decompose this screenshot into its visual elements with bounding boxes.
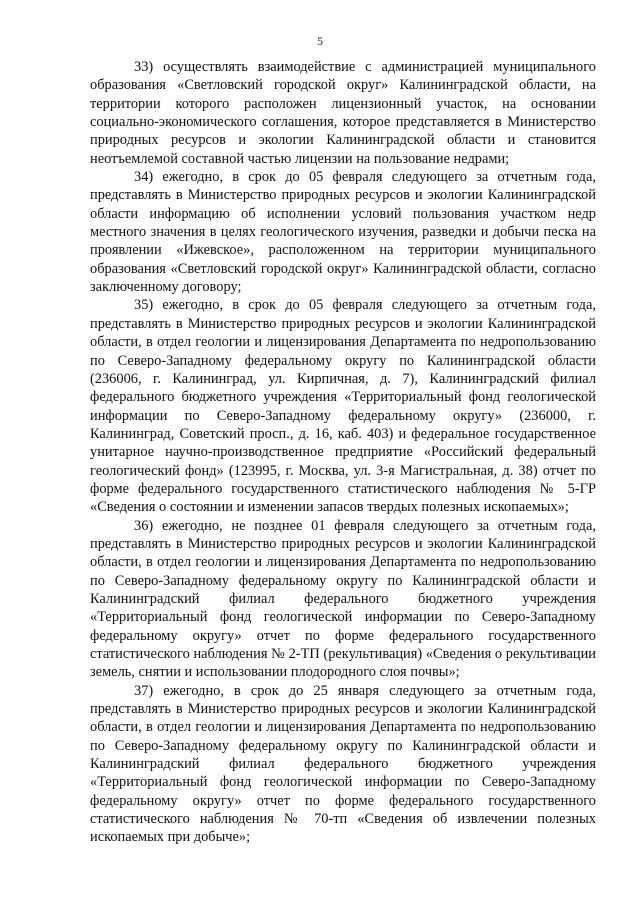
paragraph-34: 34) ежегодно, в срок до 05 февраля следующего за отчетным года, представлять в Министерство природных ресурсов и экологии Калининградской области информацию об исполнении условий пользования участком недр местного значения в целях геологического изучения, разведки и добычи песка на проявлении «Ижевское», расположенном на территории муниципального образования «Светловский городской округ» Калининградской области, согласно заключенному договору; xyxy=(90,169,596,296)
document-body xyxy=(90,58,596,847)
page-number: 5 xyxy=(317,34,323,48)
paragraph-36: 36) ежегодно, не позднее 01 февраля следующего за отчетным года, представлять в Министерство природных ресурсов и экологии Калининградской области, в отдел геологии и лицензирования Департамента по недропользованию по Северо-Западному федеральному округу по Калининградской области и Калининградский филиал федерального бюджетного учреждения «Территориальный фонд геологической информации по Северо-Западному федеральному округу» отчет по форме федерального государственного статистического наблюдения № 2-ТП (рекультивация) «Сведения о рекультивации земель, снятии и использовании плодородного слоя почвы»; xyxy=(90,517,596,681)
paragraph-35: 35) ежегодно, в срок до 05 февраля следующего за отчетным года, представлять в Министерство природных ресурсов и экологии Калининградской области, в отдел геологии и лицензирования Департамента по недропользованию по Северо-Западному федеральному округу по Калининградской области (236006, г. Калининград, ул. Кирпичная, д. 7), Калининградский филиал федерального бюджетного учреждения «Территориальный фонд геологической информации по Северо-Западному федеральному округу» (236000, г. Калининград, Советский просп., д. 16, каб. 403) и федеральное государственное унитарное научно-производственное предприятие «Российский федеральный геологический фонд» (123995, г. Москва, ул. 3-я Магистральная, д. 38) отчет по форме федерального государственного статистического наблюдения № 5-ГР «Сведения о состоянии и изменении запасов твердых полезных ископаемых»; xyxy=(90,297,596,516)
paragraph-33: 33) осуществлять взаимодействие с администрацией муниципального образования «Светловский городской округ» Калининградской области, на территории которого расположен лицензионный участок, на основании социально-экономического соглашения, которое представляется в Министерство природных ресурсов и экологии Калининградской области и становится неотъемлемой составной частью лицензии на пользование недрами; xyxy=(90,59,596,167)
paragraph-37: 37) ежегодно, в срок до 25 января следующего за отчетным года, представлять в Министерство природных ресурсов и экологии Калининградской области, в отдел геологии и лицензирования Департамента по недропользованию по Северо-Западному федеральному округу по Калининградской области и Калининградский филиал федерального бюджетного учреждения «Территориальный фонд геологической информации по Северо-Западному федеральному округу» отчет по форме федерального государственного статистического наблюдения № 70-тп «Сведения об извлечении полезных ископаемых при добыче»; xyxy=(90,682,596,846)
